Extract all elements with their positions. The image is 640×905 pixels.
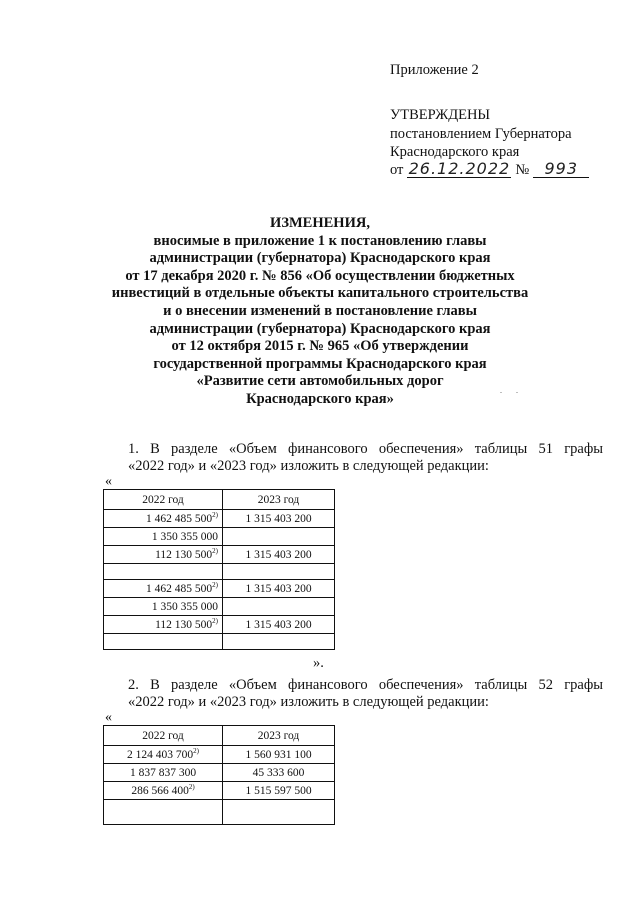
section1-quote-close: ». — [313, 655, 324, 671]
table-row — [104, 598, 335, 616]
footnote-mark: 2) — [212, 580, 218, 589]
appendix-label: Приложение 2 — [390, 62, 479, 78]
table-row — [104, 510, 335, 528]
table-row — [104, 616, 335, 634]
decree-number: 993 — [533, 160, 589, 178]
cell-2023: 45 333 600 — [223, 764, 335, 782]
cell-2022: 1 350 355 000 — [104, 598, 223, 616]
table-row — [104, 782, 335, 800]
title-line: от 12 октября 2015 г. № 965 «Об утверждении — [171, 338, 469, 355]
table-header-row — [104, 726, 335, 746]
footnote-mark: 2) — [188, 782, 195, 791]
column-header-2022: 2022 год — [104, 726, 223, 746]
title-line: «Развитие сети автомобильных дорог — [196, 373, 444, 390]
cell-2022: 1 462 485 500$^{2)}$ — [104, 510, 223, 528]
column-header-2022: 2022 год — [104, 490, 223, 510]
cell-2022: 112 130 500$^{2)}$ — [104, 546, 223, 564]
section2-line2: «2022 год» и «2023 год» изложить в следующей редакции: — [128, 694, 489, 710]
section1-paragraph — [128, 440, 603, 458]
approved-by-label: постановлением Губернатора — [390, 126, 572, 142]
title-line: вносимые в приложение 1 к постановлению главы — [153, 232, 487, 249]
title-line: администрации (губернатора) Краснодарского края — [149, 320, 491, 337]
cell-2023: 1 315 403 200 — [223, 580, 335, 598]
cell-2023: 1 560 931 100 — [223, 746, 335, 764]
decree-date: 26.12.2022 — [408, 159, 511, 178]
section2-table — [103, 725, 335, 825]
title-line: и о внесении изменений в постановление главы — [163, 302, 477, 319]
region-label: Краснодарского края — [390, 144, 520, 160]
title-line: инвестиций в отдельные объекты капитального строительства — [111, 285, 529, 302]
table-row — [104, 764, 335, 782]
title-line: ИЗМЕНЕНИЯ, — [270, 215, 370, 231]
date-prefix: от — [390, 162, 404, 178]
table-row — [104, 564, 335, 580]
table-row — [104, 580, 335, 598]
cell-2023 — [223, 528, 335, 546]
section1-line2: «2022 год» и «2023 год» изложить в следующей редакции: — [128, 458, 489, 474]
cell-2022: 1 350 355 000 — [104, 528, 223, 546]
cell-2023: 1 315 403 200 — [223, 616, 335, 634]
footnote-mark: 2) — [212, 616, 218, 625]
document-title — [80, 215, 560, 409]
decree-date-line — [390, 160, 589, 179]
section1-quote-open: « — [105, 474, 112, 489]
table-row — [104, 546, 335, 564]
cell-2022 — [104, 634, 223, 650]
cell-2023: 1 315 403 200 — [223, 510, 335, 528]
column-header-2023: 2023 год — [223, 726, 335, 746]
footnote-mark: 2) — [212, 510, 218, 519]
cell-2022 — [104, 800, 223, 825]
section2-line1: 2. В разделе «Объем финансового обеспечения» таблицы 52 графы — [128, 677, 603, 693]
cell-2023 — [223, 634, 335, 650]
cell-2023: 1 515 597 500 — [223, 782, 335, 800]
table-row — [104, 528, 335, 546]
footnote-mark: 2) — [212, 546, 218, 555]
cell-2022: 1 837 837 300 — [104, 764, 223, 782]
number-label: № — [515, 162, 530, 178]
cell-2023 — [223, 598, 335, 616]
table-row — [104, 634, 335, 650]
section2-paragraph — [128, 676, 603, 694]
title-line: от 17 декабря 2020 г. № 856 «Об осуществлении бюджетных — [125, 267, 515, 284]
cell-2023 — [223, 564, 335, 580]
footnote-mark: 2) — [193, 746, 199, 755]
table-header-row — [104, 490, 335, 510]
cell-2022: 286 566 400$^{2)}$ — [104, 782, 223, 800]
cell-2022: 112 130 500$^{2)}$ — [104, 616, 223, 634]
scan-artifact: . . — [500, 386, 524, 395]
title-line: Краснодарского края» — [246, 390, 394, 407]
cell-2022: 2 124 403 700$^{2)}$ — [104, 746, 223, 764]
section1-table — [103, 489, 335, 650]
section2-quote-open: « — [105, 710, 112, 725]
title-line: государственной программы Краснодарского края — [153, 355, 487, 372]
cell-2022 — [104, 564, 223, 580]
table-row — [104, 800, 335, 825]
approved-label: УТВЕРЖДЕНЫ — [390, 107, 491, 123]
cell-2022: 1 462 485 500$^{2)}$ — [104, 580, 223, 598]
table-row — [104, 746, 335, 764]
section1-line1: 1. В разделе «Объем финансового обеспечения» таблицы 51 графы — [128, 441, 603, 457]
cell-2023 — [223, 800, 335, 825]
cell-2023: 1 315 403 200 — [223, 546, 335, 564]
column-header-2023: 2023 год — [223, 490, 335, 510]
title-line: администрации (губернатора) Краснодарского края — [149, 250, 491, 267]
